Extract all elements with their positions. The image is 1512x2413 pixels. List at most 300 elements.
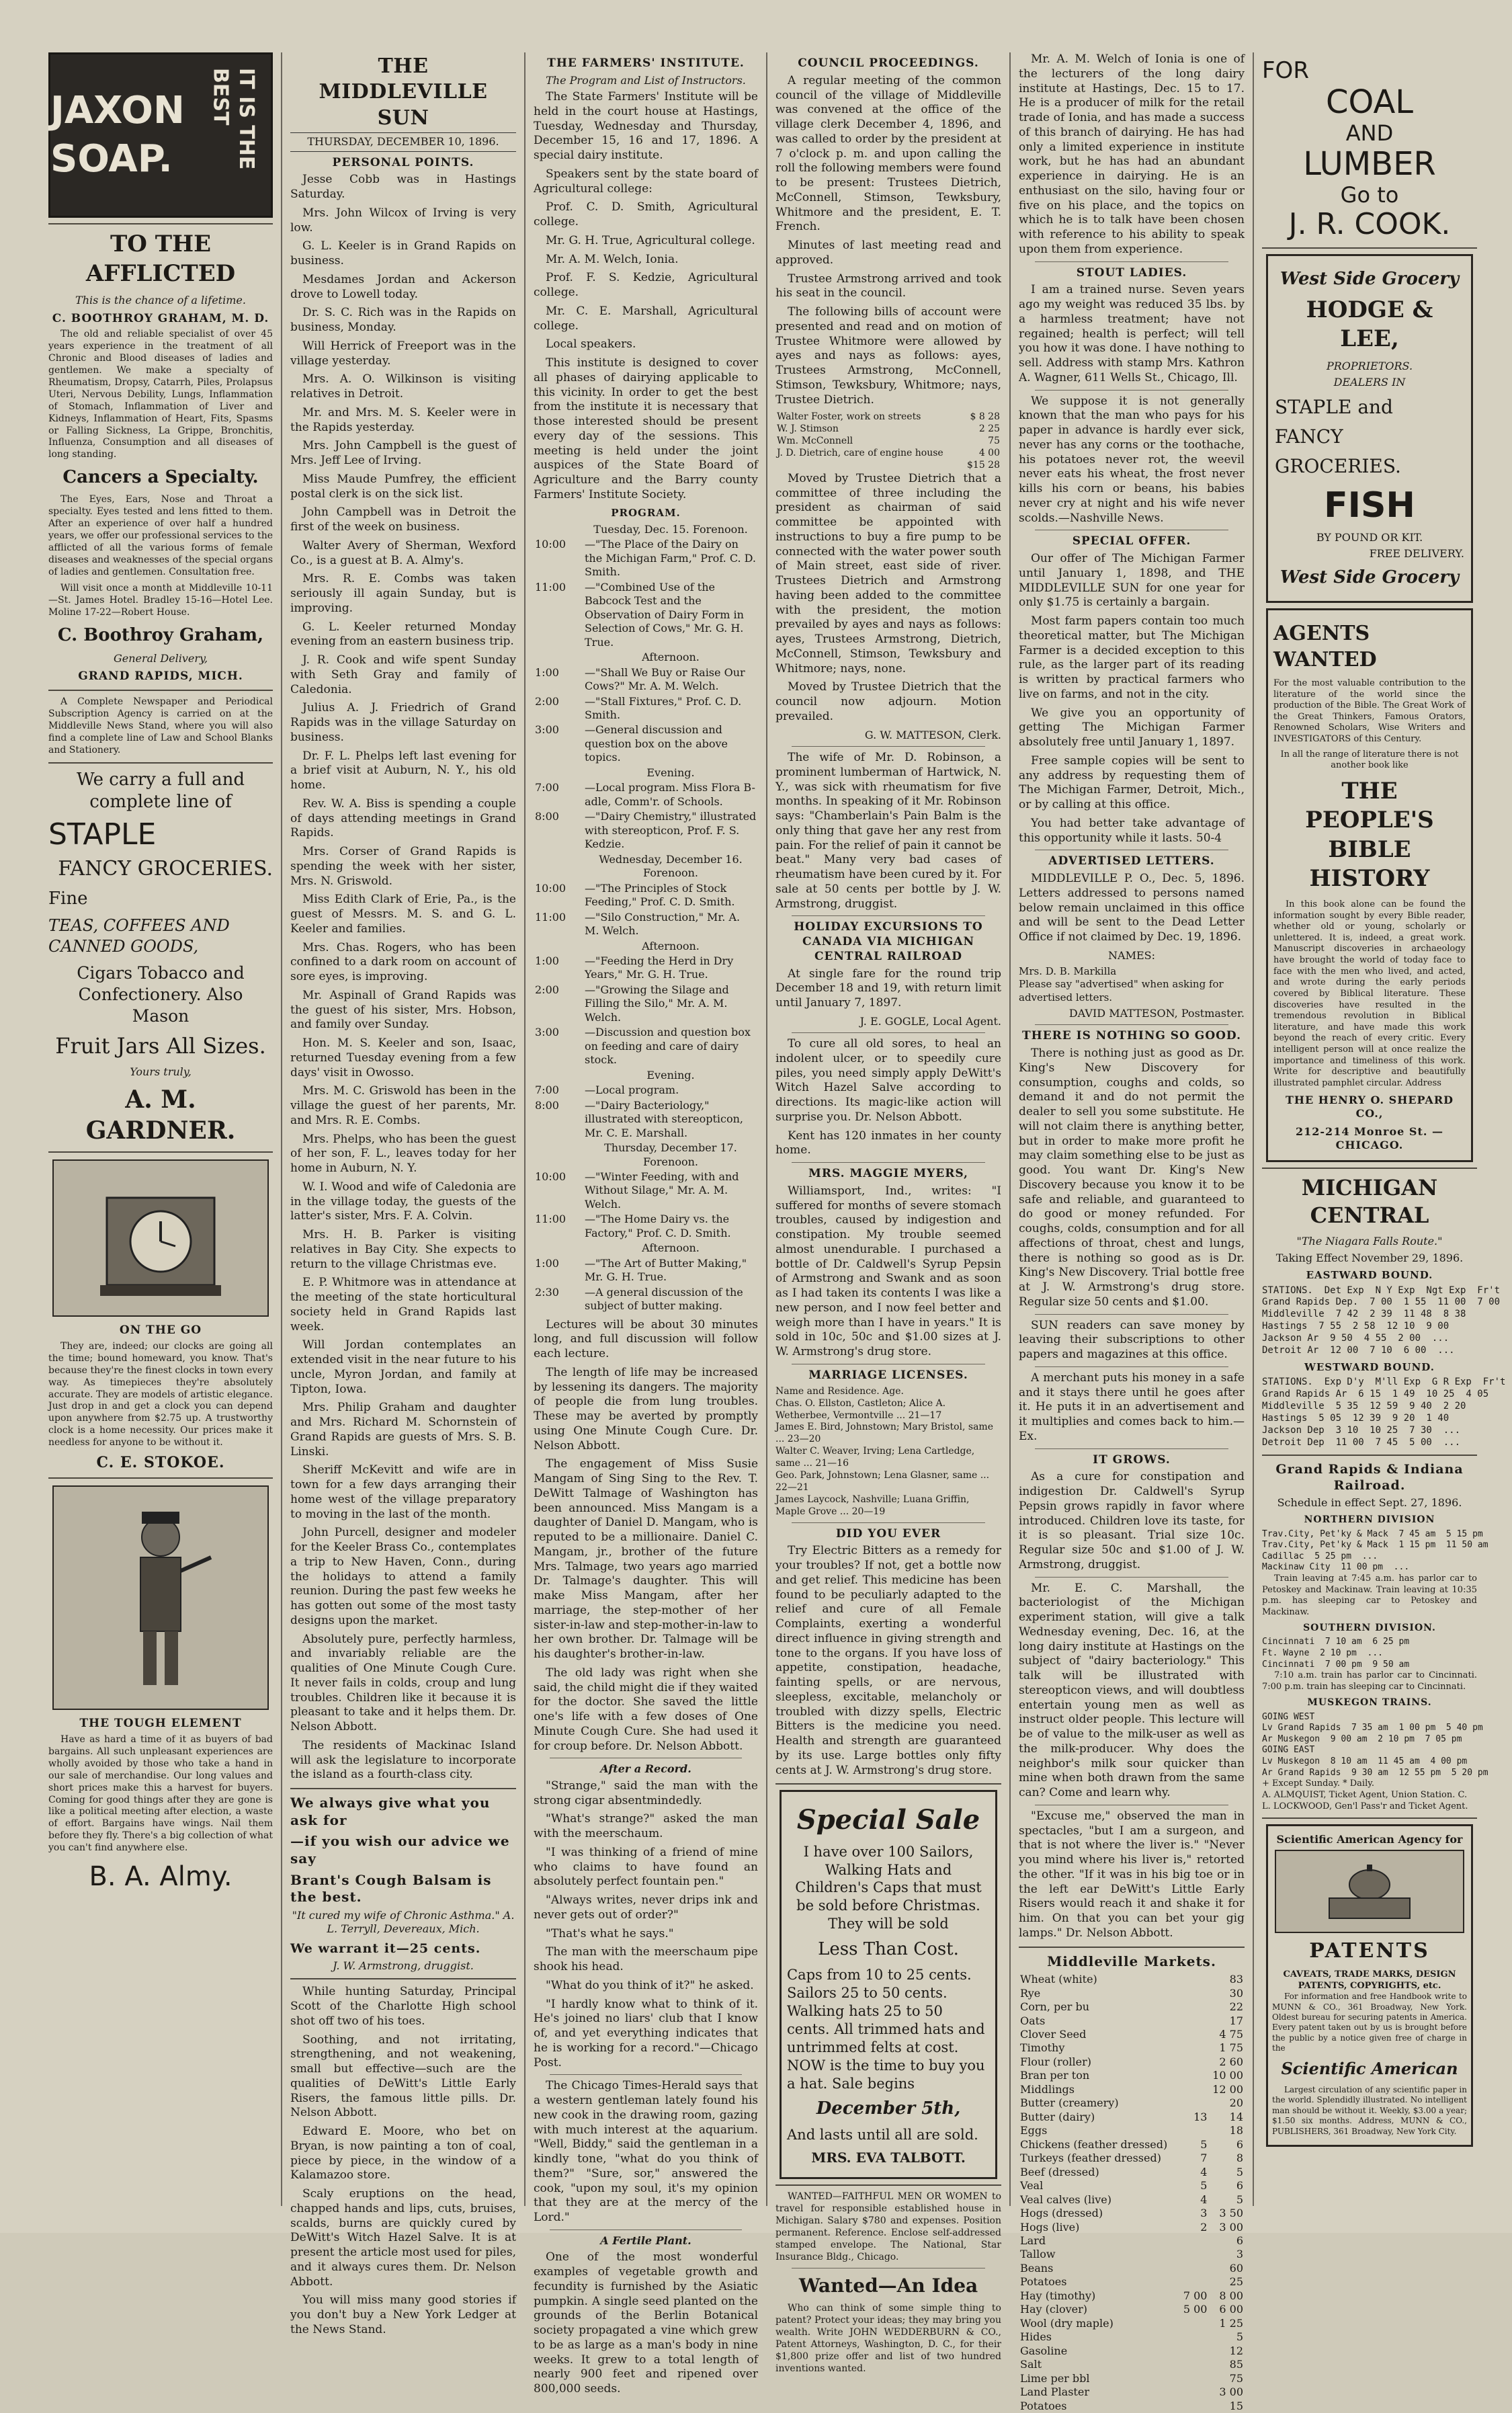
program-row (534, 939, 758, 954)
personal-item: Absolutely pure, perfectly harmless, and invariably reliable are the qualities of One Minute Cough Cure. It never fails in colds, croup and lung troubles. Children like it because it is pleasant to take and it helps them. Dr. Nelson Abbott. (290, 1632, 516, 1734)
market-row (1019, 2221, 1245, 2234)
sun-notice: SUN readers can save money by leaving their subscriptions to other papers and magazines at this office. (1019, 1318, 1245, 1361)
market-row (1019, 2207, 1245, 2220)
market-price: 4 75 (1219, 2027, 1243, 2041)
market-item: Lime per bbl (1020, 2371, 1090, 2385)
grocery-bottom: West Side Grocery (1279, 567, 1460, 587)
wanted-men-ad: WANTED—FAITHFUL MEN OR WOMEN to travel for responsible established house in Michigan. Salary $780 and expenses. Position permanent. Reference. Enclose self-addressed stamped envelope. The National, Star Insurance Bldg., Chicago. (775, 2191, 1001, 2262)
markets-table (1019, 1973, 1245, 2413)
institute-after-item: The engagement of Miss Susie Mangam of Sing Sing to the Rev. T. DeWitt Talmage of Washington has been announced. Miss Mangam is a daughter of Daniel D. Mangam, who is reputed to be a millionaire. Daniel C. Mangam, jr., brother of the future Mrs. Talmage, two years ago married Dr. Talmage's daughter. This will make Miss Mangam, after her marriage, the step-mother of her sister-in-law and step-mother-in-law to her own brother. Dr. Talmage will be his daughter's brother-in-law. (534, 1457, 758, 1662)
stout-head: STOUT LADIES. (1076, 265, 1187, 280)
program-row (534, 1098, 758, 1141)
program-event: —Local program. Miss Flora B-adle, Comm'r. of Schools. (585, 781, 755, 808)
institute-intro-line: This institute is designed to cover all phases of dairying applicable to this vicinity. In order to get the best from the institute it is necessary that those interested should be present every day of the sessions. This meeting is held under the joint auspices of the State Board of Agriculture and the Barry county Farmers' Institute Society. (534, 356, 758, 501)
market-item: Beans (1020, 2261, 1054, 2275)
letters-body: MIDDLEVILLE P. O., Dec. 5, 1896. Letters addressed to persons named below remain unclaimed in this office and will be sent to the Dead Letter Office if not claimed by Dec. 19, 1896. (1019, 872, 1245, 944)
market-price: 5 (1236, 2330, 1243, 2344)
cancer-body: The Eyes, Ears, Nose and Throat a specialty. Eyes tested and lens fitted to them. After an experience of over half a hundred years, we offer our professional services to the afflicted of all the various forms of female diseases and weaknesses of the special organs of ladies and gentlemen. Consultation free. (48, 494, 273, 577)
market-row (1019, 2330, 1245, 2344)
council-head: COUNCIL PROCEEDINGS. (798, 56, 979, 70)
program-head: PROGRAM. (611, 506, 681, 519)
market-row (1019, 2138, 1245, 2152)
grocery-top: West Side Grocery (1279, 268, 1460, 289)
mc-west: WESTWARD BOUND. (1304, 1360, 1435, 1373)
bill-amount: $ 8 28 (970, 411, 1000, 423)
market-low (1180, 2358, 1209, 2371)
program-time: 7:00 (535, 781, 559, 794)
shepard-addr: 212-214 Monroe St. — CHICAGO. (1296, 1124, 1443, 1151)
market-item: Clover Seed (1020, 2027, 1087, 2041)
program-time (534, 766, 583, 780)
bill-row (775, 423, 1001, 436)
market-item: Butter (dairy) (1020, 2110, 1095, 2123)
program-event: —"The Place of the Dairy on the Michigan Farm," Prof. C. D. Smith. (585, 538, 757, 579)
stout-body: I am a trained nurse. Seven years ago my weight was reduced 35 lbs. by a harmless treatment; have not regained; health is perfect; will tell you how it was done. I have nothing to sell. Address with stamp Mrs. Kathron A. Wagner, 611 Wells St., Chicago, Ill. (1019, 283, 1245, 384)
market-price: 83 (1229, 1973, 1243, 1986)
personal-item: Julius A. J. Friedrich of Grand Rapids was in the village Saturday on business. (290, 701, 516, 744)
institute-intro-line: Speakers sent by the state board of Agricultural college: (534, 167, 758, 196)
program-row (534, 723, 758, 765)
plant-head: A Fertile Plant. (600, 2234, 691, 2247)
market-item: Land Plaster (1020, 2385, 1089, 2399)
soap-tag: IT IS THE BEST (208, 68, 258, 170)
gardner-jars: Fruit Jars All Sizes. (55, 1032, 266, 1059)
sci-kinds: CAVEATS, TRADE MARKS, DESIGN PATENTS, COPYRIGHTS, etc. (1283, 1969, 1456, 1991)
personal-tail-item: While hunting Saturday, Principal Scott of the Charlotte High school shot off two of his toes. (290, 1985, 516, 2028)
bill-name: Walter Foster, work on streets (777, 411, 921, 423)
stokoe-name: C. E. STOKOE. (96, 1454, 225, 1472)
record-line: "What do you think of it?" he asked. (546, 1978, 754, 1992)
brant-h1: We always give what you ask for (290, 1795, 491, 1828)
personal-head: PERSONAL POINTS. (332, 155, 474, 169)
market-low (1180, 2069, 1209, 2082)
personal-item: Mrs. John Campbell is the guest of Mrs. Jeff Lee of Irving. (290, 439, 516, 468)
coal-ad (1262, 58, 1477, 242)
grocery-pound: BY POUND OR KIT. (1316, 530, 1423, 544)
special-sale-ad (780, 1790, 997, 2179)
market-price: 18 (1229, 2124, 1243, 2137)
column-council (767, 52, 1011, 2374)
program-event: —Local program. (585, 1083, 679, 1097)
market-item: Lard (1020, 2234, 1046, 2247)
market-low: 2 (1200, 2220, 1208, 2234)
sci-tail: Largest circulation of any scientific paper in the world. Splendidly illustrated. No intelligent man should be without it. Weekly, $3.00 a year; $1.50 six months. Address, MUNN & CO., PUBLISHERS, 361 Broadway, New York City. (1272, 2085, 1467, 2136)
almy-name: B. A. Almy. (89, 1861, 233, 1893)
personal-tail-item: Edward E. Moore, who bet on Bryan, is now painting a ton of coal, piece by piece, in the window of a Kalamazoo store. (290, 2125, 516, 2182)
personal-tail-item: Scaly eruptions on the head, chapped hands and lips, cuts, bruises, scalds, burns are quickly cured by DeWitt's Witch Hazel Salve. It is at present the article most used for piles, and it always cures them. Dr. Nelson Abbott. (290, 2187, 516, 2289)
masthead-date: THURSDAY, DECEMBER 10, 1896. (290, 132, 516, 151)
agents-note: In all the range of literature there is not another book like (1280, 749, 1459, 771)
sci-title: Scientific American (1281, 2059, 1458, 2079)
bill-row (775, 460, 1001, 472)
coal-and: AND (1345, 120, 1394, 147)
market-row (1019, 2275, 1245, 2289)
column-ads-left (40, 52, 282, 2206)
market-item: Flour (roller) (1020, 2055, 1092, 2068)
jaxon-soap-ad (48, 52, 273, 218)
personal-item: J. R. Cook and wife spent Sunday with Seth Gray and family of Caledonia. (290, 653, 516, 696)
welch-story: Mr. A. M. Welch of Ionia is one of the lecturers of the long dairy institute at Hastings, Dec. 15 to 17. He is a producer of milk for the retail trade of Ionia, and has made a success of this branch of dairying. He has had only a limited experience in institute work, but he has had an abundant experience in dairying. He is an enthusiast on the silo, having four or five on his place, and the topics on which he is to talk have been chosen with reference to his ability to speak upon them from experience. (1019, 52, 1245, 256)
brant-price: We warrant it—25 cents. (290, 1940, 481, 1956)
market-row (1019, 1987, 1245, 2000)
soap-brand: JAXON SOAP. (50, 89, 185, 181)
license-row: Chas. O. Ellston, Castleton; Alice A. Wetherbee, Vermontville ... 21—17 (775, 1397, 946, 1421)
market-price: 6 00 (1219, 2303, 1243, 2316)
record-line: "I hardly know what to think of it. He's joined no liars' club that I know of, and yet everything indicates that he is working for a record."—Chicago Post. (534, 1997, 758, 2070)
program-row (534, 1083, 758, 1098)
afflicted-body: The old and reliable specialist of over 45 years experience in the treatment of all Chronic and Blood diseases of ladies and gentlemen. We make a specialty of Rheumatism, Dropsy, Catarrh, Piles, Prolapsus Uteri, Nervous Debility, Lungs, Inflammation of Stomach, Inflammation of Liver and Kidneys, Inflammation of Heart, Fits, Spasms or Falling Sickness, La Grippe, Bronchitis, Influenza, Consumption and all diseases of long standing. (48, 329, 273, 460)
market-row (1019, 2028, 1245, 2041)
market-low (1180, 2275, 1209, 2289)
market-row (1019, 2234, 1245, 2248)
visit-schedule: Will visit once a month at Middleville 10-11—St. James Hotel. Bradley 15-16—Hotel Lee. Moline 17-22—Robert House. (48, 582, 273, 618)
bill-name: W. J. Stimson (777, 423, 839, 435)
personal-item: Miss Edith Clark of Erie, Pa., is the guest of Messrs. M. S. and G. L. Keeler and families. (290, 893, 516, 936)
program-event: —"Silo Construction," Mr. A. M. Welch. (585, 910, 741, 938)
personal-item: Dr. S. C. Rich was in the Rapids on business, Monday. (290, 306, 516, 335)
council-clerk: G. W. MATTESON, Clerk. (864, 728, 1001, 741)
market-item: Middlings (1020, 2082, 1075, 2096)
market-low (1180, 2234, 1209, 2248)
gri-south-row: Cincinnati 7 10 am 6 25 pm (1262, 1637, 1410, 1647)
bill-amount: 4 00 (978, 447, 1000, 458)
institute-after (534, 1318, 758, 1754)
program-time (534, 939, 583, 954)
afflicted-doctor: C. BOOTHROY GRAHAM, M. D. (52, 311, 269, 325)
market-row (1019, 2041, 1245, 2055)
personal-item: E. P. Whitmore was in attendance at the meeting of the state horticultural society held in Grand Rapids last week. (290, 1276, 516, 1334)
program-event: —"The Home Dairy vs. the Factory," Prof. C. D. Smith. (585, 1213, 731, 1239)
personal-tail-item: You will miss many good stories if you don't buy a New York Ledger at the News Stand. (290, 2293, 516, 2336)
holiday-body: At single fare for the round trip December 18 and 19, with return limit until January 7, 1897. (775, 967, 1001, 1010)
market-low (1180, 2055, 1209, 2069)
gri-south-row: Ft. Wayne 2 10 pm ... (1262, 1648, 1384, 1659)
coal-coal: COAL (1325, 83, 1414, 122)
bill-row (775, 411, 1001, 423)
personal-item: W. I. Wood and wife of Caledonia are in the village today, the guests of the latter's sister, Mrs. F. A. Colvin. (290, 1180, 516, 1223)
market-row (1019, 2179, 1245, 2193)
cook-story: The Chicago Times-Herald says that a western gentleman lately found his new cook in the drawing room, gazing with much interest at the aquarium. "Well, Biddy," said the gentleman in a kindly tone, "what do you think of them?" "Sure, sor," answered the cook, "upon my soul, it's my opinion that they are at the mercy of the Lord." (534, 2079, 758, 2225)
shepard-sign: THE HENRY O. SHEPARD CO., (1286, 1093, 1454, 1120)
program-time: 10:00 (535, 881, 566, 895)
program-event: —"Dairy Chemistry," illustrated with stereopticon, Prof. F. S. Kedzie. (585, 810, 757, 851)
program-time: 10:00 (535, 1170, 566, 1183)
names-head: NAMES: (1108, 948, 1155, 962)
program-row (534, 665, 758, 694)
program-row (534, 650, 758, 665)
program-row (534, 1025, 758, 1067)
mc-sub: "The Niagara Falls Route." (1296, 1235, 1443, 1248)
institute-intro-line: Prof. F. S. Kedzie, Agricultural college. (534, 271, 758, 300)
gardner-fine: Fine (48, 888, 88, 909)
personal-item: Mrs. R. E. Combs was taken seriously ill again Sunday, but is improving. (290, 572, 516, 615)
holiday-sign: J. E. GOGLE, Local Agent. (859, 1014, 1001, 1028)
program-row (534, 1256, 758, 1285)
sale-l1: I have over 100 Sailors, Walking Hats and Children's Caps that must be sold before Christmas. They will be sold (795, 1843, 982, 1932)
clock-caption: ON THE GO (119, 1323, 202, 1338)
personal-item: Dr. F. L. Phelps left last evening for a brief visit at Auburn, N. Y., his old home. (290, 749, 516, 792)
market-price: 1 75 (1219, 2041, 1243, 2055)
licenses-list (775, 1398, 1001, 1518)
bible-title: THE PEOPLE'S BIBLE HISTORY (1305, 777, 1434, 893)
graham-signature: C. Boothroy Graham, (57, 624, 264, 645)
wanted-idea-body: Who can think of some simple thing to patent? Protect your ideas; they may bring you wealth. Write JOHN WEDDERBURN & CO., Patent Attorneys, Washington, D. C., for their $1,800 prize offer and list of two hundred inventions wanted. (775, 2303, 1001, 2374)
institute-intro-line: Prof. C. D. Smith, Agricultural college. (534, 200, 758, 229)
program-time: 10:00 (535, 538, 566, 551)
mc-east-rows (1262, 1284, 1501, 1357)
excuse-story: "Excuse me," observed the man in spectacles, "but I am a surgeon, and that is not where the liver is." "Never you mind where his liver is," retorted the other. "If it was in his big toe or in the left ear DeWitt's Little Early Risers would reach it and shake it for him. On that you can bet your gig lamps." Dr. Nelson Abbott. (1019, 1809, 1245, 1940)
market-item: Potatoes (1020, 2399, 1067, 2412)
market-low: 4 (1200, 2165, 1208, 2178)
gri-musk-row: GOING EAST (1262, 1745, 1315, 1756)
masthead-title: THE MIDDLEVILLE SUN (319, 54, 488, 130)
bible-history-ad (1266, 608, 1473, 1162)
institute-intro-line: Local speakers. (546, 337, 636, 352)
market-item: Oats (1020, 2014, 1046, 2027)
market-low (1180, 2028, 1209, 2041)
personal-item: Mrs. Philip Graham and daughter and Mrs. Richard M. Schornstein of Grand Rapids are guests of Mrs. S. B. Linski. (290, 1401, 516, 1459)
market-price: 3 00 (1219, 2220, 1243, 2234)
market-low (1180, 1973, 1209, 1986)
program-event: —"Winter Feeding, with and Without Silage," Mr. A. M. Welch. (585, 1170, 739, 1211)
market-item: Chickens (feather dressed) (1020, 2137, 1168, 2151)
mc-east-row: Jackson Ar 9 50 4 55 2 00 ... (1262, 1333, 1450, 1344)
market-item: Rye (1020, 1986, 1041, 2000)
market-price: 60 (1229, 2261, 1243, 2275)
gri-timetable (1262, 1461, 1488, 1813)
market-price: 3 00 (1219, 2385, 1243, 2399)
market-low: 5 00 (1183, 2303, 1208, 2316)
myers-head: MRS. MAGGIE MYERS, (808, 1167, 968, 1181)
notice-line: Kent has 120 inmates in her county home. (775, 1129, 1001, 1157)
program-row (534, 580, 758, 650)
offer-body (1019, 552, 1245, 846)
sci-body: For information and free Handbook write to MUNN & CO., 361 Broadway, New York. Oldest bureau for securing patents in America. Every patent taken out by us is brought before the public by a notice given free of charge in the (1272, 1992, 1467, 2053)
market-price: 5 (1236, 2165, 1243, 2178)
institute-intro-line: Mr. G. H. True, Agricultural college. (546, 233, 755, 247)
market-low (1180, 2083, 1209, 2096)
mc-west-row: Hastings 5 05 12 39 9 20 1 40 (1262, 1412, 1450, 1424)
clock-illustration (52, 1159, 269, 1317)
market-low: 7 00 (1183, 2289, 1208, 2302)
program-table (534, 522, 758, 1314)
names-list: Mrs. D. B. Markilla (1019, 965, 1117, 978)
bill-amount: 2 25 (978, 423, 1000, 435)
program-time: 8:00 (535, 1098, 559, 1112)
institute-sub: The Program and List of Instructors. (546, 73, 746, 87)
program-event: —"Combined Use of the Babcock Test and the Observation of Dairy Form in Selection of Cows," Mr. G. H. True. (585, 580, 744, 649)
market-price: 20 (1229, 2096, 1243, 2110)
gardner-staple: STAPLE (48, 817, 157, 852)
market-low: 3 (1200, 2207, 1208, 2220)
personal-item: Will Jordan contemplates an extended visit in the near future to his uncle, Myron Jordan, and family at Tipton, Iowa. (290, 1338, 516, 1396)
personal-item: Mrs. M. C. Griswold has been in the village the guest of her parents, Mr. and Mrs. R. E. Combs. (290, 1084, 516, 1127)
personal-item: Walter Avery of Sherman, Wexford Co., is a guest at B. A. Almy's. (290, 538, 516, 567)
mc-west-row: Detroit Dep 11 00 7 45 5 00 ... (1262, 1436, 1461, 1448)
market-row (1019, 2344, 1245, 2358)
program-time (534, 1141, 583, 1170)
column-notices-markets (1011, 52, 1254, 2412)
grows-body: As a cure for constipation and indigestion Dr. Caldwell's Syrup Pepsin grows rapidly in favor where introduced. Children love its taste, for it is so pleasant. Trial size 10c. Regular size 50c and $1.00 of J. W. Armstrong, druggist. (1019, 1470, 1245, 1571)
market-low: 7 (1200, 2152, 1208, 2165)
robinson-story (775, 751, 1001, 911)
gri-south-rows (1262, 1637, 1477, 1670)
institute-intro-line: Mr. C. E. Marshall, Agricultural college. (534, 304, 758, 333)
grocery-staple: STAPLE and (1275, 395, 1393, 418)
market-row (1019, 2248, 1245, 2261)
program-time: 1:00 (535, 954, 559, 967)
program-row (534, 983, 758, 1025)
market-item: Turkeys (feather dressed) (1020, 2152, 1161, 2165)
wanted-idea-head: Wanted—An Idea (798, 2274, 978, 2297)
personal-item: John Campbell was in Detroit the first of the week on business. (290, 505, 516, 534)
program-event: —A general discussion of the subject of butter making. (585, 1285, 743, 1313)
program-time: 3:00 (535, 723, 559, 737)
personal-item: Mrs. Corser of Grand Rapids is spending the week with her sister, Mrs. N. Griswold. (290, 845, 516, 888)
gri-north: NORTHERN DIVISION (1304, 1514, 1435, 1525)
good-body: There is nothing just as good as Dr. King's New Discovery for consumption, coughs and colds, so demand it and do not permit the dealer to sell you some substitute. He will not claim there is anything better, but in order to make more profit he may claim something else to be just as good. You want Dr. King's New Discovery because you know it to be safe and reliable, and guaranteed to do good or money refunded. For coughs, colds, consumption and for all affections of throat, chest and lungs, there is nothing so good as is Dr. King's New Discovery. Trial bottle free at J. W. Armstrong's drug store. Regular size 50 cents and $1.00. (1019, 1047, 1245, 1309)
licenses-head: MARRIAGE LICENSES. (808, 1368, 968, 1382)
program-time: 1:00 (535, 1256, 559, 1270)
program-row (534, 1141, 758, 1170)
gri-south-row: Cincinnati 7 00 pm 9 50 am (1262, 1659, 1410, 1670)
market-row (1019, 2262, 1245, 2275)
program-row (534, 1285, 758, 1314)
record-line: The man with the meerschaum pipe shook his head. (534, 1945, 758, 1974)
personal-item: Miss Maude Pumfrey, the efficient postal clerk is on the sick list. (290, 472, 516, 501)
witch-hazel-story (775, 1037, 1001, 1158)
market-row (1019, 2055, 1245, 2069)
market-item: Eggs (1020, 2124, 1048, 2137)
cancer-head: Cancers a Specialty. (62, 467, 259, 488)
council-line: Moved by Trustee Dietrich that a committee of three including the president as chairman of said committee be appointed with instructions to buy a fire pump to be connected with the water power south of Main street, east side of river. Trustees Dietrich and Armstrong having been added to the committee with the president, the motion prevailed by ayes and nays as follows: ayes, Trustees Armstrong, Dietrich, McConnell, Stimson, Tewksbury and Whitmore; nays, none. (775, 471, 1001, 676)
sale-head: Special Sale (796, 1804, 980, 1836)
market-low (1180, 2262, 1209, 2275)
personal-item: Mrs. H. B. Parker is visiting relatives in Bay City. She expects to return to the village Christmas eve. (290, 1228, 516, 1271)
mc-west-rows (1262, 1377, 1506, 1448)
market-item: Hay (timothy) (1020, 2289, 1096, 2302)
mc-east: EASTWARD BOUND. (1306, 1269, 1433, 1282)
council-body (775, 74, 1001, 408)
market-price: 3 (1236, 2248, 1243, 2261)
program-time: 2:30 (535, 1285, 559, 1299)
personal-item: G. L. Keeler returned Monday evening from an eastern business trip. (290, 620, 516, 649)
market-price: 12 00 (1212, 2082, 1243, 2096)
personal-item: Mr. Aspinall of Grand Rapids was the guest of his sister, Mrs. Hobson, and family over Sunday. (290, 988, 516, 1032)
mc-west-row: STATIONS. Exp D'y M'll Exp G R Exp Fr't (1262, 1377, 1506, 1388)
market-low: 5 (1200, 2137, 1208, 2151)
personal-item: Jesse Cobb was in Hastings Saturday. (290, 173, 516, 202)
market-item: Beef (dressed) (1020, 2165, 1099, 2178)
mc-east-row: Hastings 7 55 2 58 12 10 9 00 (1262, 1321, 1450, 1332)
bill-amount: $15 28 (967, 459, 1000, 471)
coal-cook: J. R. COOK. (1288, 207, 1451, 242)
gri-north-rows (1262, 1528, 1488, 1574)
market-low (1180, 2000, 1209, 2014)
gri-agents: A. ALMQUIST, Ticket Agent, Union Station. C. L. LOCKWOOD, Gen'l Pass'r and Ticket Agent. (1262, 1789, 1468, 1811)
personal-item: John Purcell, designer and modeler for the Keeler Brass Co., contemplates a trip to New Haven, Conn., during the holidays to attend a family reunion. During the past few weeks he has gotten out some of the most tasty designs upon the market. (290, 1526, 516, 1627)
market-low (1180, 2330, 1209, 2344)
market-price: 22 (1229, 2000, 1243, 2014)
personal-item: Hon. M. S. Keeler and son, Isaac, returned Tuesday evening from a few days' visit in Owosso. (290, 1036, 516, 1079)
personal-item: The residents of Mackinac Island will ask the legislature to incorporate the island as a fourth-class city. (290, 1738, 516, 1782)
gardner-teas: TEAS, COFFEES AND CANNED GOODS, (48, 916, 230, 956)
market-price: 10 00 (1212, 2069, 1243, 2082)
program-row (534, 1170, 758, 1212)
record-head: After a Record. (600, 1762, 691, 1776)
gri-north-row: Trav.City, Pet'ky & Mack 7 45 am 5 15 pm (1262, 1528, 1483, 1539)
council-line: Trustee Armstrong arrived and took his seat in the council. (775, 272, 1001, 300)
personal-item: Mrs. A. O. Wilkinson is visiting relatives in Detroit. (290, 372, 516, 401)
grocery-ad (1266, 254, 1473, 603)
market-item: Wool (dry maple) (1020, 2316, 1114, 2330)
institute-intro (534, 90, 758, 503)
bills-table (775, 411, 1001, 472)
market-item: Hogs (live) (1020, 2220, 1080, 2234)
grocery-prop: PROPRIETORS. (1326, 359, 1413, 372)
program-time (534, 1241, 583, 1256)
agents-side: For the most valuable contribution to the literature of the world since the production of the Bible. The Great Work of the Great Thinkers, Famous Orators, Renowned Scholars, Wise Writers and INVESTIGATORS of this Century. (1273, 678, 1466, 745)
gri-except: + Except Sunday. * Daily. (1262, 1778, 1374, 1789)
market-row (1019, 2152, 1245, 2165)
market-row (1019, 2083, 1245, 2096)
market-price: 6 (1236, 2137, 1243, 2151)
offer-line: Most farm papers contain too much theoretical matter, but The Michigan Farmer is a decided exception to this rule, as the larger part of its reading is written by practical farmers who live on farms, and not in the city. (1019, 614, 1245, 701)
program-row (534, 537, 758, 579)
market-row (1019, 2111, 1245, 2124)
bill-amount: 75 (988, 436, 1000, 447)
council-line: Minutes of last meeting read and approved. (775, 239, 1001, 267)
sale-l9: MRS. EVA TALBOTT. (811, 2149, 966, 2166)
license-row: Walter C. Weaver, Irving; Lena Cartledge, same ... 21—16 (775, 1446, 975, 1469)
market-price: 17 (1229, 2014, 1243, 2027)
program-row (534, 954, 758, 983)
program-row (534, 1241, 758, 1256)
column-ads-right (1254, 52, 1506, 2206)
gri-south-note: 7:10 a.m. train has parlor car to Cincinnati. 7:00 p.m. train has sleeping car to Cincinnati. (1262, 1670, 1477, 1692)
record-story (534, 1779, 758, 2071)
program-time: 7:00 (535, 1083, 559, 1097)
marshall-story: Mr. E. C. Marshall, the bacteriologist of the Michigan experiment station, will give a talk Wednesday evening, Dec. 16, at the long dairy institute at Hastings on the subject of "dairy bacteriology." This talk will be illustrated with stereopticon views, and will doubtless entertain young men as well as instruct older people. This lecture will be of value to the milk-user as well as the milk-producer. Why does the neighbor's milk sour quicker than mine when both drawn from the same can? Come and learn why. (1019, 1581, 1245, 1799)
personal-item: G. L. Keeler is in Grand Rapids on business. (290, 239, 516, 268)
personal-item: Rev. W. A. Biss is spending a couple of days attending meetings in Grand Rapids. (290, 796, 516, 840)
market-item: Bran per ton (1020, 2069, 1090, 2082)
coal-lumber: LUMBER (1303, 145, 1436, 183)
program-row (534, 809, 758, 852)
market-price: 2 60 (1219, 2055, 1243, 2068)
coal-goto: Go to (1340, 182, 1399, 208)
market-low (1180, 2317, 1209, 2330)
market-row (1019, 2166, 1245, 2179)
program-time: 11:00 (535, 910, 566, 924)
institute-intro-line: Mr. A. M. Welch, Ionia. (546, 252, 679, 266)
market-item: Butter (creamery) (1020, 2096, 1119, 2110)
market-row (1019, 2289, 1245, 2303)
market-price: 25 (1229, 2275, 1243, 2289)
tough-caption: THE TOUGH ELEMENT (79, 1717, 242, 1731)
institute-after-item: The length of life may be increased by lessening its dangers. The majority of people die from lung troubles. These may be averted by promptly using One Minute Cough Cure. Dr. Nelson Abbott. (534, 1365, 758, 1453)
council-line: Moved by Trustee Dietrich that the council now adjourn. Motion prevailed. (775, 680, 1001, 723)
licenses-columns: Name and Residence. Age. (775, 1385, 904, 1397)
council-line: A regular meeting of the common council of the village of Middleville was convened at the office of the village clerk December 4, 1896, and was called to order by the president at 7 o'clock p. m. and upon calling the roll the following members were found to be present: Trustees Dietrich, McConnell, Stimson, Tewksbury, Whitmore and the president, E. T. French. (775, 73, 1001, 234)
program-row (534, 852, 758, 881)
column-personal-points (282, 52, 526, 2336)
market-price: 75 (1229, 2371, 1243, 2385)
market-price: 3 50 (1219, 2207, 1243, 2220)
markets-head: Middleville Markets. (1047, 1953, 1216, 1969)
gri-title: Grand Rapids & Indiana Railroad. (1275, 1461, 1464, 1493)
clock-icon (80, 1171, 241, 1305)
